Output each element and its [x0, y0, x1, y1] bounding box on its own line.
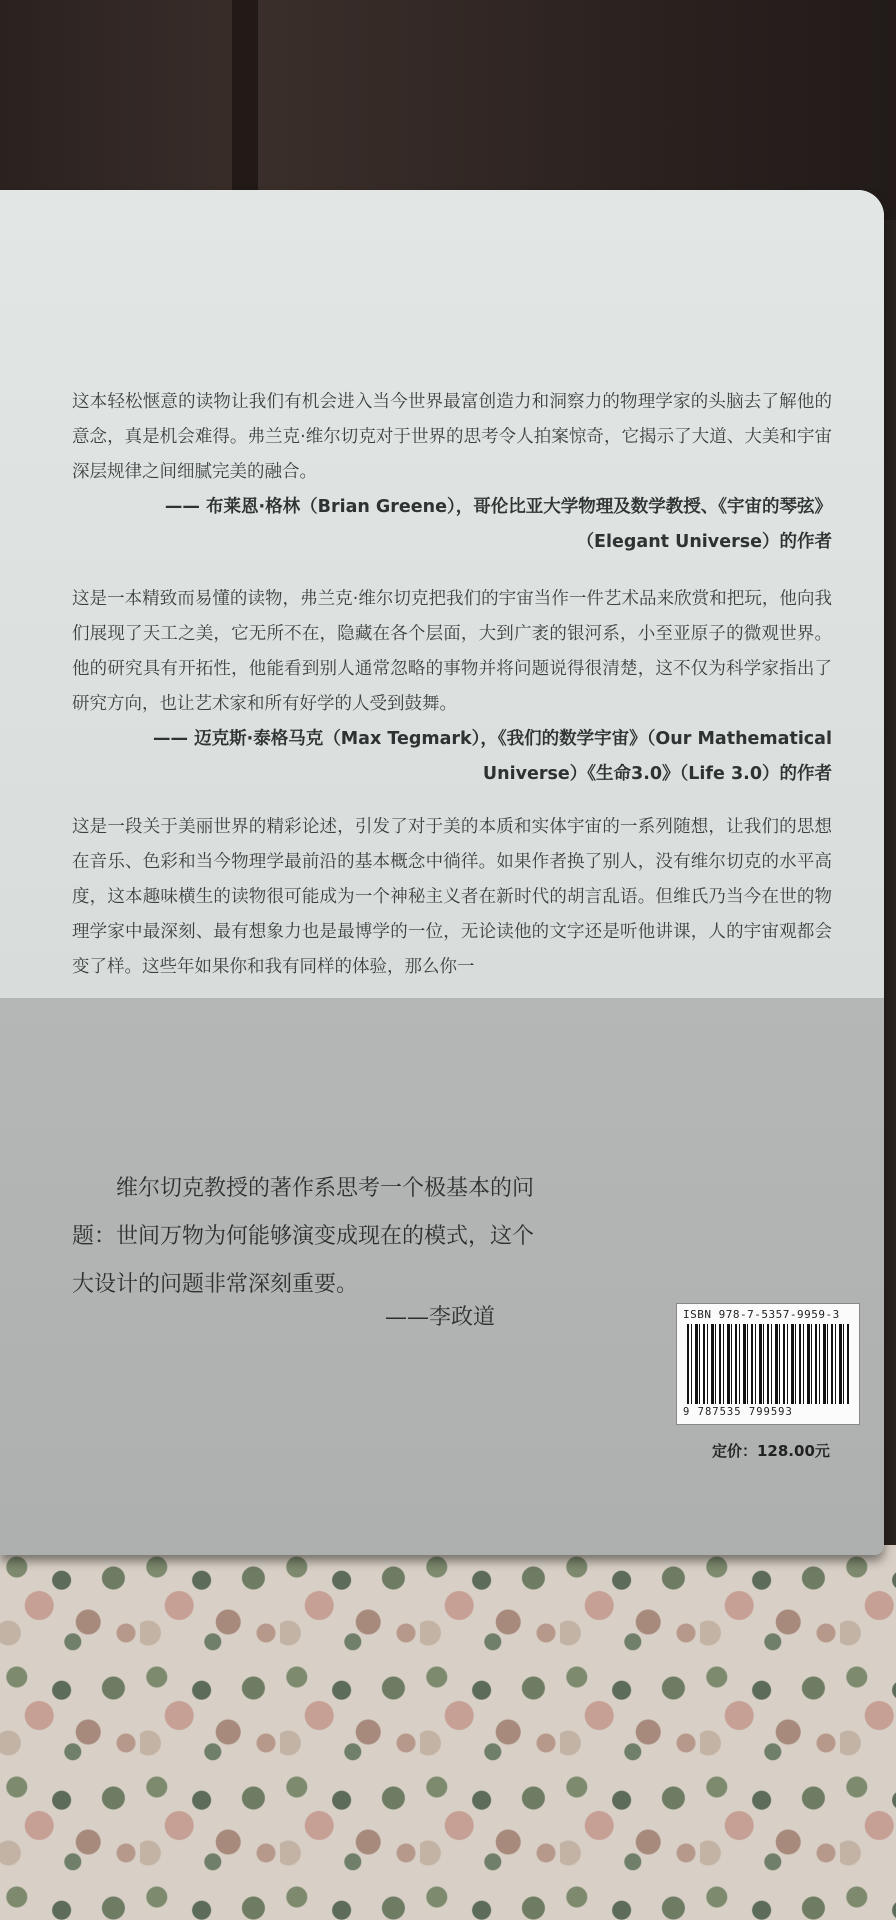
isbn-barcode	[676, 1303, 860, 1425]
review-quote-2-attribution: —— 迈克斯·泰格马克（Max Tegmark），《我们的数学宇宙》（Our Mathematical	[153, 729, 832, 749]
review-quote-3	[72, 810, 832, 988]
review-quote-1	[72, 385, 832, 560]
isbn-text: ISBN 978-7-5357-9959-3	[683, 1308, 840, 1321]
review-quote-2	[72, 582, 832, 792]
terrazzo-floor	[0, 1545, 896, 1920]
review-quote-2-text: 这是一本精致而易懂的读物，弗兰克·维尔切克把我们的宇宙当作一件艺术品来欣赏和把玩，他向我们展现了天工之美，它无所不在，隐藏在各个层面，大到广袤的银河系，小至亚原子的微观世界。他的研究具有开拓性，他能看到别人通常忽略的事物并将问题说得很清楚，这不仅为科学家指出了研究方向，也让艺术家和所有好学的人受到鼓舞。	[72, 589, 832, 714]
price-label: 定价：128.00元	[712, 1442, 830, 1460]
barcode-number: 9 787535 799593	[683, 1406, 793, 1418]
review-quote-1-attribution: —— 布莱恩·格林（Brian Greene），哥伦比亚大学物理及数学教授、《宇宙的琴弦》	[164, 497, 832, 517]
book-back-cover	[0, 190, 884, 1555]
background-wall	[0, 0, 896, 220]
lee-quote	[72, 1165, 542, 1309]
review-quote-3-text: 这是一段关于美丽世界的精彩论述，引发了对于美的本质和实体宇宙的一系列随想，让我们的思想在音乐、色彩和当今物理学最前沿的基本概念中徜徉。如果作者换了别人，没有维尔切克的水平高度，这本趣味横生的读物很可能成为一个神秘主义者在新时代的胡言乱语。但维氏乃当今在世的物理学家中最深刻、最有想象力也是最博学的一位，无论读他的文字还是听他讲课，人的宇宙观都会变了样。这些年如果你和我有同样的体验，那么你一	[72, 817, 832, 977]
lee-quote-text: 维尔切克教授的著作系思考一个极基本的问题：世间万物为何能够演变成现在的模式，这个大设计的问题非常深刻重要。	[72, 1176, 535, 1297]
review-quote-1-attribution-cont: （Elegant Universe）的作者	[576, 532, 832, 552]
wall-seam	[232, 0, 258, 210]
review-quote-1-text: 这本轻松惬意的读物让我们有机会进入当今世界最富创造力和洞察力的物理学家的头脑去了解他的意念，真是机会难得。弗兰克·维尔切克对于世界的思考令人拍案惊奇，它揭示了大道、大美和宇宙深层规律之间细腻完美的融合。	[72, 392, 832, 482]
review-quote-2-attribution-cont: Universe）《生命3.0》（Life 3.0）的作者	[482, 764, 832, 784]
barcode-bars	[687, 1324, 851, 1404]
lee-quote-attribution: ——李政道	[385, 1305, 496, 1330]
